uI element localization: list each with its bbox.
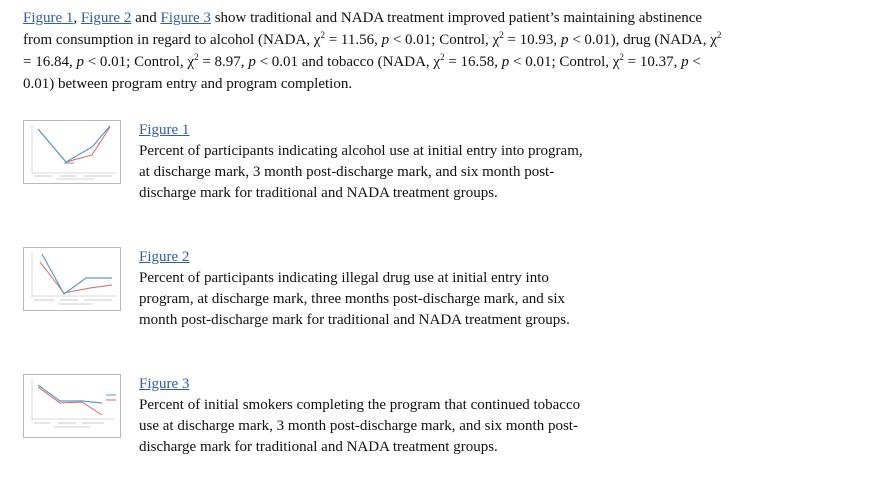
- intro-text: = 10.37,: [623, 54, 682, 70]
- intro-text: < 0.01) between program entry and program completion.: [23, 54, 701, 92]
- p-symbol: p: [501, 54, 510, 70]
- intro-text: < 0.01; Control, χ: [389, 32, 500, 48]
- chi-square-superscript: 2: [440, 52, 445, 62]
- intro-text: < 0.01 and tobacco (NADA, χ: [255, 54, 441, 70]
- chi-square-superscript: 2: [320, 30, 325, 40]
- intro-text: ,: [73, 10, 78, 26]
- figure-1-thumbnail-chart: [24, 121, 120, 183]
- intro-text: = 16.84,: [23, 54, 77, 70]
- figure-3-link[interactable]: Figure 3: [139, 376, 190, 392]
- figure-2-link[interactable]: Figure 2: [139, 249, 190, 265]
- intro-text: = 16.58,: [444, 54, 502, 70]
- chi-square-superscript: 2: [499, 30, 504, 40]
- intro-text: < 0.01), drug (NADA, χ: [568, 32, 717, 48]
- p-symbol: p: [248, 54, 256, 70]
- figure-2-inline-link[interactable]: Figure 2: [80, 10, 132, 26]
- chi-square-superscript: 2: [716, 30, 722, 40]
- figure-3-thumbnail-chart: [24, 375, 120, 437]
- intro-text: = 8.97,: [198, 54, 249, 70]
- intro-text: = 11.56,: [324, 32, 382, 48]
- figure-1-inline-link[interactable]: Figure 1: [23, 10, 74, 26]
- p-symbol: p: [381, 32, 390, 48]
- figure-2-caption: [139, 247, 589, 331]
- figure-1-caption: [139, 120, 589, 204]
- p-symbol: p: [76, 54, 84, 70]
- figure-3-caption-text: Percent of initial smokers completing the program that continued tobacco use at discharge mark, 3 month post-discharge mark, and six month post-discharge mark for traditional and NADA treatment groups.: [139, 397, 581, 455]
- figure-2-caption-text: Percent of participants indicating illegal drug use at initial entry into program, at discharge mark, three months post-discharge mark, and six month post-discharge mark for traditional and NADA treatment groups.: [139, 270, 570, 328]
- figure-2-thumbnail-chart: [24, 248, 120, 310]
- figure-3-thumbnail[interactable]: [23, 374, 121, 438]
- figure-3-inline-link[interactable]: Figure 3: [160, 10, 211, 26]
- chi-square-superscript: 2: [194, 52, 199, 62]
- intro-text: show traditional and NADA treatment improved patient’s maintaining abstinence from consumption in regard to alcohol (NADA, χ: [23, 10, 703, 48]
- figure-1-link[interactable]: Figure 1: [139, 122, 190, 138]
- figure-3-caption: [139, 374, 589, 458]
- intro-text: < 0.01; Control, χ: [509, 54, 620, 70]
- figure-1-caption-text: Percent of participants indicating alcohol use at initial entry into program, at discharge mark, 3 month post-discharge mark, and six month post-discharge mark for traditional and NADA treatment groups.: [139, 143, 583, 201]
- figure-1-thumbnail[interactable]: [23, 120, 121, 184]
- p-symbol: p: [681, 54, 689, 70]
- figure-2-thumbnail[interactable]: [23, 247, 121, 311]
- chi-square-superscript: 2: [619, 52, 624, 62]
- intro-text: < 0.01; Control, χ: [83, 54, 195, 70]
- intro-text: = 10.93,: [503, 32, 561, 48]
- intro-paragraph: [23, 7, 723, 95]
- p-symbol: p: [560, 32, 569, 48]
- intro-text: and: [131, 10, 161, 26]
